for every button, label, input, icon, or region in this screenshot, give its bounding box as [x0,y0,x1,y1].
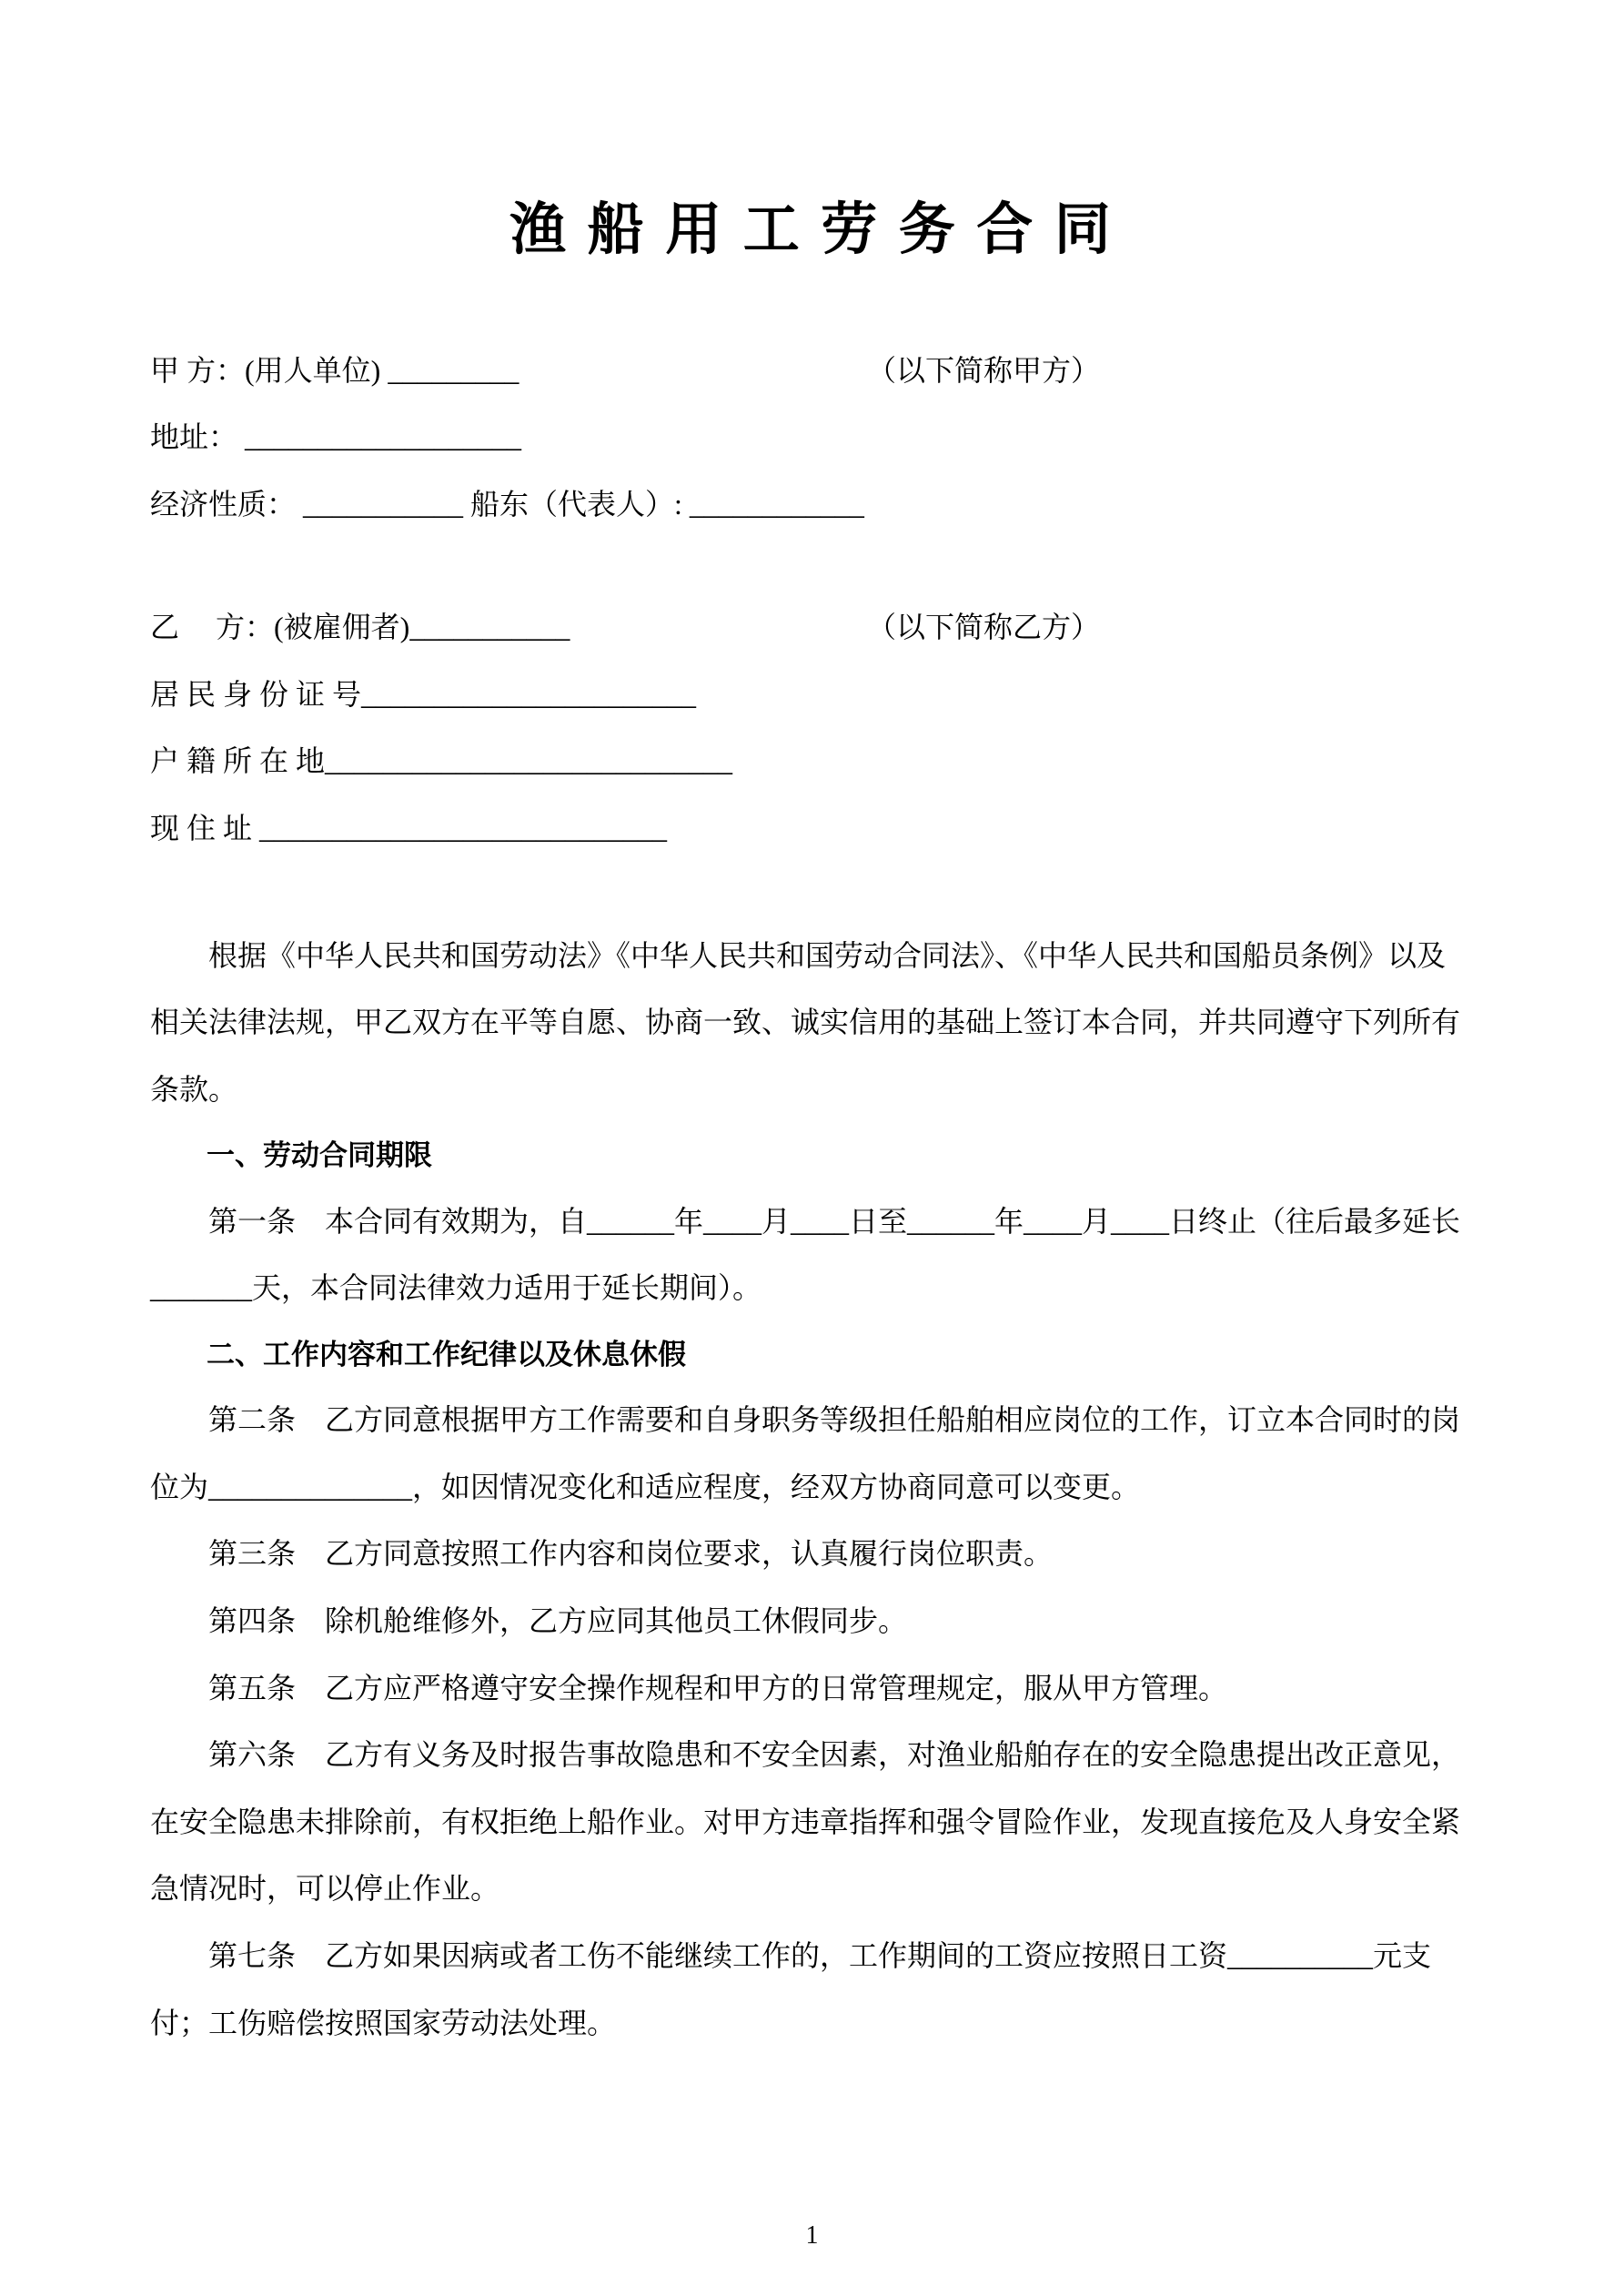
party-b-name-field: 乙 方：(被雇佣者)___________ [150,611,570,644]
party-a-name-line [150,338,1474,405]
party-b-registered-residence-field: 户 籍 所 在 地____________________________ [150,744,733,778]
party-a-alias-note: （以下简称甲方） [867,353,1101,387]
party-a-economic-nature-line [150,471,1474,539]
party-b-alias-note: （以下简称乙方） [867,611,1101,644]
party-b-name-line [150,594,1474,662]
party-a-economic-nature-field: 经济性质： ___________ 船东（代表人）: ____________ [150,487,864,521]
clause-6: 第六条 乙方有义务及时报告事故隐患和不安全因素，对渔业船舶存在的安全隐患提出改正意见，在安全隐患未排除前，有权拒绝上船作业。对甲方违章指挥和强令冒险作业，发现直接危及人身安全紧急情况时，可以停止作业。 [150,1738,1461,1906]
party-a-address-field: 地址： ___________________ [150,420,522,454]
party-a-name-field: 甲 方：(用人单位) _________ [150,353,519,387]
page-title: 渔 船 用 工 劳 务 合 同 [509,199,1115,261]
clause-2: 第二条 乙方同意根据甲方工作需要和自身职务等级担任船舶相应岗位的工作，订立本合同时的岗位为______________，如因情况变化和适应程度，经双方协商同意可以变更。 [150,1403,1461,1503]
party-b-registered-residence-line [150,728,1474,795]
party-b-block [150,594,1474,862]
clause-5: 第五条 乙方应严格遵守安全操作规程和甲方的日常管理规定，服从甲方管理。 [208,1671,1228,1704]
party-b-current-address-line [150,795,1474,863]
contract-body [150,923,1474,2058]
clause-7: 第七条 乙方如果因病或者工伤不能继续工作的，工作期间的工资应按照日工资__________元支付；工伤赔偿按照国家劳动法处理。 [150,1938,1432,2039]
party-a-address-line [150,404,1474,471]
party-b-id-number-field: 居 民 身 份 证 号_______________________ [150,677,697,711]
section-heading-2: 二、工作内容和工作纪律以及休息休假 [207,1338,686,1371]
preamble-paragraph: 根据《中华人民共和国劳动法》《中华人民共和国劳动合同法》、《中华人民共和国船员条例》以及相关法律法规，甲乙双方在平等自愿、协商一致、诚实信用的基础上签订本合同，并共同遵守下列所有条款。 [150,938,1461,1106]
section-heading-1: 一、劳动合同期限 [207,1139,432,1172]
clause-4: 第四条 除机舱维修外，乙方应同其他员工休假同步。 [208,1604,908,1637]
clause-1: 第一条 本合同有效期为，自______年____月____日至______年____月____日终止（往后最多延长 _______天，本合同法律效力适用于延长期间）。 [150,1204,1461,1305]
page-number: 1 [805,2221,819,2250]
party-b-id-number-line [150,662,1474,729]
clause-3: 第三条 乙方同意按照工作内容和岗位要求，认真履行岗位职责。 [208,1537,1054,1571]
party-b-current-address-field: 现 住 址 ____________________________ [150,812,668,845]
party-a-block [150,338,1474,539]
